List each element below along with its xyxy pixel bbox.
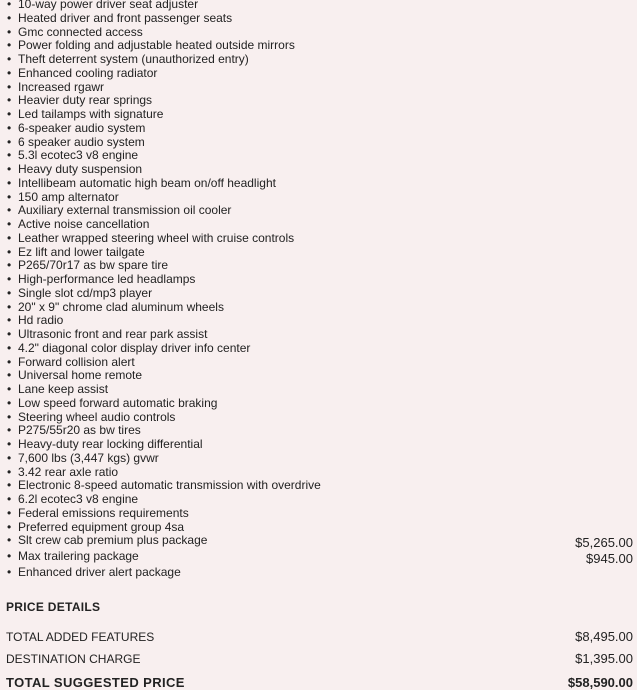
- bullet-icon: •: [7, 464, 12, 479]
- bullet-icon: •: [7, 175, 12, 190]
- feature-item: [7, 466, 635, 480]
- feature-item: [7, 479, 635, 493]
- bullet-icon: •: [7, 519, 12, 534]
- bullet-icon: •: [7, 492, 12, 506]
- feature-label: Forward collision alert: [18, 354, 135, 369]
- feature-label: Ez lift and lower tailgate: [18, 244, 145, 259]
- bullet-icon: •: [7, 368, 12, 383]
- bullet-icon: •: [7, 148, 12, 163]
- feature-label: Ultrasonic front and rear park assist: [18, 327, 208, 341]
- feature-label: 6.2l ecotec3 v8 engine: [18, 492, 139, 506]
- bullet-icon: •: [7, 423, 12, 438]
- bullet-icon: •: [7, 230, 12, 245]
- feature-item: [7, 122, 635, 136]
- feature-item: [7, 204, 635, 218]
- feature-label: Intellibeam automatic high beam on/off headlight: [18, 175, 276, 190]
- bullet-icon: •: [7, 162, 12, 176]
- feature-item: [7, 177, 635, 191]
- feature-item: [7, 521, 635, 535]
- feature-label: P265/70r17 as bw spare tire: [18, 258, 169, 273]
- destination-charge-value: $1,395.00: [575, 651, 633, 666]
- bullet-icon: •: [7, 24, 12, 39]
- price-details-section: [6, 600, 633, 690]
- feature-item: [7, 81, 635, 95]
- feature-item: [7, 438, 635, 452]
- feature-label: Slt crew cab premium plus package: [18, 533, 208, 548]
- bullet-icon: •: [7, 409, 12, 424]
- feature-item: [7, 191, 635, 205]
- feature-item: [7, 342, 635, 356]
- feature-item: [7, 328, 635, 342]
- bullet-icon: •: [7, 258, 12, 273]
- bullet-icon: •: [7, 52, 12, 66]
- feature-item: [7, 411, 635, 425]
- feature-label: 150 amp alternator: [18, 189, 119, 204]
- bullet-icon: •: [7, 478, 12, 493]
- destination-charge-label: DESTINATION CHARGE: [6, 652, 141, 666]
- bullet-icon: •: [7, 327, 12, 341]
- bullet-icon: •: [7, 107, 12, 121]
- feature-item: [7, 108, 635, 122]
- feature-label: Low speed forward automatic braking: [18, 395, 218, 410]
- feature-label: Enhanced cooling radiator: [18, 65, 158, 80]
- feature-item: [7, 259, 635, 273]
- bullet-icon: •: [7, 65, 12, 80]
- feature-label: Heavier duty rear springs: [18, 93, 153, 108]
- feature-label: Active noise cancellation: [18, 217, 150, 231]
- feature-label: 6 speaker audio system: [18, 134, 145, 149]
- feature-item: [7, 507, 635, 521]
- feature-item: [7, 301, 635, 315]
- feature-label: 5.3l ecotec3 v8 engine: [18, 148, 139, 163]
- feature-label: Steering wheel audio controls: [18, 409, 176, 424]
- bullet-icon: •: [7, 120, 12, 135]
- feature-label: Electronic 8-speed automatic transmission with overdrive: [18, 478, 321, 493]
- feature-label: Heated driver and front passenger seats: [18, 10, 233, 25]
- total-added-features-row: [6, 622, 633, 644]
- feature-item: [7, 232, 635, 246]
- feature-label: Max trailering package: [18, 549, 139, 564]
- feature-item: [7, 246, 635, 260]
- feature-item: [7, 383, 635, 397]
- feature-item: [7, 452, 635, 466]
- bullet-icon: •: [7, 382, 12, 396]
- bullet-icon: •: [7, 93, 12, 108]
- feature-item: [7, 273, 635, 287]
- feature-item: [7, 218, 635, 232]
- feature-item: [7, 149, 635, 163]
- feature-label: Led tailamps with signature: [18, 107, 164, 121]
- feature-label: Heavy-duty rear locking differential: [18, 437, 203, 451]
- feature-label: Single slot cd/mp3 player: [18, 285, 153, 300]
- bullet-icon: •: [7, 313, 12, 328]
- feature-label: Enhanced driver alert package: [18, 565, 181, 580]
- feature-item: [7, 356, 635, 370]
- feature-item: [7, 136, 635, 150]
- feature-label: Leather wrapped steering wheel with cruise controls: [18, 230, 295, 245]
- feature-item: [7, 397, 635, 411]
- feature-label: Power folding and adjustable heated outside mirrors: [18, 38, 295, 53]
- bullet-icon: •: [7, 10, 12, 25]
- feature-label: Hd radio: [18, 313, 64, 328]
- total-suggested-price-row: [6, 666, 633, 690]
- bullet-icon: •: [7, 38, 12, 53]
- feature-item: [7, 493, 635, 507]
- feature-item: [7, 424, 635, 438]
- feature-item: [7, 163, 635, 177]
- feature-item: [7, 369, 635, 383]
- bullet-icon: •: [7, 0, 12, 11]
- feature-label: Universal home remote: [18, 368, 143, 383]
- price-details-heading: PRICE DETAILS: [6, 600, 101, 614]
- feature-label: 10-way power driver seat adjuster: [18, 0, 199, 11]
- bullet-icon: •: [7, 217, 12, 231]
- bullet-icon: •: [7, 565, 12, 580]
- feature-item: [7, 26, 635, 40]
- feature-item: [7, 94, 635, 108]
- bullet-icon: •: [7, 505, 12, 520]
- feature-item: [7, 566, 635, 580]
- feature-label: Increased rgawr: [18, 79, 105, 94]
- feature-label: Preferred equipment group 4sa: [18, 519, 185, 534]
- total-suggested-price-value: $58,590.00: [567, 675, 633, 690]
- bullet-icon: •: [7, 450, 12, 465]
- feature-item: [7, 534, 635, 550]
- feature-item: [7, 39, 635, 53]
- bullet-icon: •: [7, 549, 12, 564]
- feature-item: [7, 67, 635, 81]
- total-suggested-price-label: TOTAL SUGGESTED PRICE: [6, 675, 185, 690]
- bullet-icon: •: [7, 533, 12, 548]
- total-added-features-value: $8,495.00: [575, 629, 633, 644]
- feature-label: Federal emissions requirements: [18, 505, 189, 520]
- bullet-icon: •: [7, 79, 12, 94]
- feature-item: [7, 53, 635, 67]
- feature-item: [7, 550, 635, 566]
- feature-price: $5,265.00: [575, 535, 633, 551]
- bullet-icon: •: [7, 395, 12, 410]
- feature-label: High-performance led headlamps: [18, 272, 196, 286]
- bullet-icon: •: [7, 244, 12, 259]
- feature-label: 6-speaker audio system: [18, 120, 146, 135]
- bullet-icon: •: [7, 354, 12, 369]
- feature-list: [7, 0, 635, 580]
- feature-item: [7, 314, 635, 328]
- destination-charge-row: [6, 644, 633, 666]
- feature-label: P275/55r20 as bw tires: [18, 423, 141, 438]
- feature-label: Theft deterrent system (unauthorized entry): [18, 52, 249, 66]
- bullet-icon: •: [7, 189, 12, 204]
- feature-item: [7, 12, 635, 26]
- feature-label: 3.42 rear axle ratio: [18, 464, 119, 479]
- feature-label: Gmc connected access: [18, 24, 143, 39]
- feature-label: 7,600 lbs (3,447 kgs) gvwr: [18, 450, 159, 465]
- feature-label: 20" x 9" chrome clad aluminum wheels: [18, 299, 224, 314]
- feature-label: 4.2" diagonal color display driver info center: [18, 340, 251, 355]
- feature-label: Heavy duty suspension: [18, 162, 143, 176]
- bullet-icon: •: [7, 340, 12, 355]
- bullet-icon: •: [7, 285, 12, 300]
- feature-label: Auxiliary external transmission oil cooler: [18, 203, 232, 218]
- total-added-features-label: TOTAL ADDED FEATURES: [6, 630, 155, 644]
- feature-item: [7, 287, 635, 301]
- bullet-icon: •: [7, 272, 12, 286]
- bullet-icon: •: [7, 437, 12, 451]
- feature-price: $945.00: [586, 551, 633, 567]
- bullet-icon: •: [7, 203, 12, 218]
- feature-label: Lane keep assist: [18, 382, 109, 396]
- bullet-icon: •: [7, 299, 12, 314]
- bullet-icon: •: [7, 134, 12, 149]
